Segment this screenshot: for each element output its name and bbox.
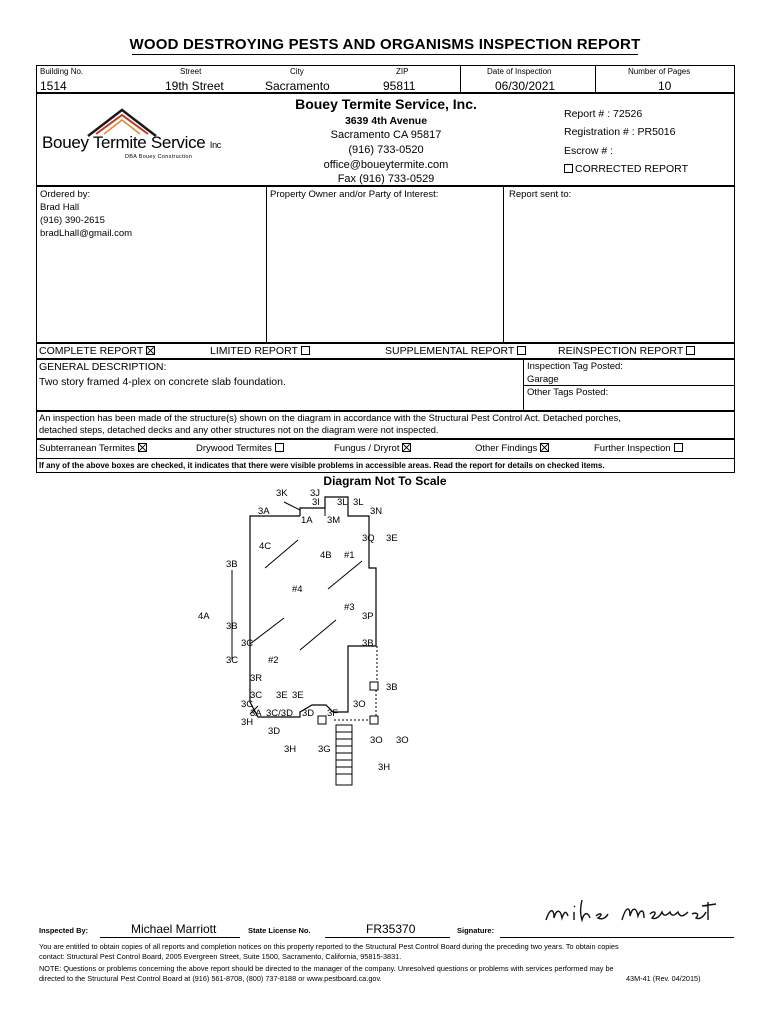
registration-number: Registration # : PR5016	[564, 126, 676, 138]
signature-label: Signature:	[457, 926, 495, 935]
notice-line2: contact: Structural Pest Control Board, 2005 Evergreen Street, Suite 1500, Sacramento, California, 95815-3831.	[39, 952, 402, 961]
notice-line3: NOTE: Questions or problems concerning the above report should be directed to the manager of the company. Unresolved questions or problems with services performed may be	[39, 964, 614, 973]
diagram-label: #1	[344, 550, 355, 561]
other-findings-checkbox[interactable]	[540, 443, 549, 452]
ordered-email: bradLhall@gmail.com	[40, 228, 133, 239]
logo-text: Bouey Termite Service Inc	[42, 133, 222, 152]
drywood-item: Drywood Termites	[196, 443, 284, 454]
company-address2: Sacramento CA 95817	[330, 129, 442, 141]
diagram-label: 3L	[353, 497, 364, 508]
page-count: 10	[658, 79, 672, 93]
diagram-label: 3H	[241, 717, 254, 728]
inspector-name: Michael Marriott	[131, 922, 217, 936]
diagram-label: 3J	[310, 488, 321, 499]
diagram-label: 4A	[198, 611, 210, 622]
sent-to-label: Report sent to:	[509, 189, 572, 200]
diagram-label: 3B	[226, 559, 238, 570]
date-label: Date of Inspection	[487, 67, 552, 76]
other-findings-item: Other Findings	[475, 443, 549, 454]
further-inspection-item: Further Inspection	[594, 443, 683, 454]
company-address1: 3639 4th Avenue	[344, 115, 428, 127]
company-fax: Fax (916) 733-0529	[337, 173, 435, 185]
tag-label: Inspection Tag Posted:	[527, 361, 623, 372]
statement-line2: detached steps, detached decks and any other structures not on the diagram were not inspected.	[39, 425, 439, 435]
city: Sacramento	[265, 79, 330, 93]
signature-mark	[540, 894, 720, 934]
corrected-checkbox[interactable]	[564, 164, 573, 173]
parties-block	[36, 186, 735, 343]
other-tags-label: Other Tags Posted:	[527, 387, 609, 398]
corrected-report: CORRECTED REPORT	[564, 163, 688, 175]
report-number: Report # : 72526	[564, 108, 643, 120]
diagram-label: #4	[292, 584, 303, 595]
diagram-label: 3D	[302, 708, 315, 719]
diagram-label: 3N	[370, 506, 383, 517]
supplemental-checkbox[interactable]	[517, 346, 526, 355]
findings-note: If any of the above boxes are checked, it indicates that there were visible problems in accessible areas. Read the report for details on checked items.	[39, 461, 605, 470]
statement-line1: An inspection has been made of the structure(s) shown on the diagram in accordance with the Structural Pest Control Act. Detached porches,	[39, 413, 621, 423]
tag-value: Garage	[527, 374, 559, 385]
notice-line1: You are entitled to obtain copies of all reports and completion notices on this property reported to the Structural Pest Control Board during the preceding two years. To obtain copies	[39, 942, 619, 951]
company-email: office@boueytermite.com	[323, 159, 449, 171]
diagram-label: 3I	[312, 497, 320, 508]
diagram-label: 3C/3D	[266, 708, 293, 719]
fungus-item: Fungus / Dryrot	[334, 443, 411, 454]
ordered-by-label: Ordered by:	[40, 189, 91, 200]
license-label: State License No.	[248, 926, 311, 935]
diagram-label: 3H	[378, 762, 391, 773]
diagram-label: 3B	[226, 621, 238, 632]
diagram-label: 3M	[327, 515, 341, 526]
supplemental-report: SUPPLEMENTAL REPORT	[385, 345, 526, 357]
diagram-label: 1A	[301, 515, 313, 526]
subterranean-checkbox[interactable]	[138, 443, 147, 452]
reinspection-checkbox[interactable]	[686, 346, 695, 355]
diagram-label: 3O	[370, 735, 383, 746]
diagram-label: 3E	[386, 533, 398, 544]
diagram-label: 3F	[327, 708, 339, 719]
inspection-date: 06/30/2021	[495, 79, 556, 93]
diagram-label: #3	[344, 602, 355, 613]
diagram-label: #2	[268, 655, 279, 666]
complete-checkbox[interactable]	[146, 346, 155, 355]
diagram-label: 3H	[284, 744, 297, 755]
building-no: 1514	[40, 79, 67, 93]
diagram-label: 3Q	[362, 533, 375, 544]
diagram-label: 3O	[353, 699, 366, 710]
further-checkbox[interactable]	[674, 443, 683, 452]
diagram-label: 3C	[241, 638, 254, 649]
diagram-label: 4B	[320, 550, 332, 561]
title-underline	[132, 54, 638, 55]
diagram-label: 3E	[292, 690, 304, 701]
zip: 95811	[383, 79, 416, 93]
ordered-phone: (916) 390-2615	[40, 215, 105, 226]
drywood-checkbox[interactable]	[275, 443, 284, 452]
notice-line4: directed to the Structural Pest Control Board at (916) 561-8708, (800) 737-8188 or www.pestboard.ca.gov.	[39, 974, 382, 983]
diagram-label: 4C	[259, 541, 272, 552]
general-text: Two story framed 4-plex on concrete slab foundation.	[39, 376, 286, 388]
license-number: FR35370	[366, 922, 416, 936]
pages-label: Number of Pages	[628, 67, 691, 76]
diagram-label: 3B	[386, 682, 398, 693]
diagram-label: 3C	[241, 699, 254, 710]
diagram-label: 3R	[250, 673, 263, 684]
form-number: 43M-41 (Rev. 04/2015)	[626, 974, 701, 983]
street: 19th Street	[165, 79, 224, 93]
diagram-label: 3B	[362, 638, 374, 649]
diagram-label: 3C	[226, 655, 239, 666]
zip-label: ZIP	[396, 67, 409, 76]
general-label: GENERAL DESCRIPTION:	[39, 361, 167, 373]
escrow-number: Escrow # :	[564, 145, 614, 157]
diagram-label: 3G	[318, 744, 331, 755]
diagram-label: 3K	[276, 488, 288, 499]
logo-subtitle: DBA Bouey Construction	[125, 154, 193, 160]
ordered-name: Brad Hall	[40, 202, 80, 213]
company-name: Bouey Termite Service, Inc.	[295, 96, 477, 112]
city-label: City	[290, 67, 304, 76]
company-phone: (916) 733-0520	[348, 144, 424, 156]
subterranean-item: Subterranean Termites	[39, 443, 147, 454]
report-title: WOOD DESTROYING PESTS AND ORGANISMS INSPECTION REPORT	[129, 36, 641, 53]
diagram-label: 3L	[337, 497, 348, 508]
reinspection-report: REINSPECTION REPORT	[558, 345, 695, 357]
diagram-label: 3C	[250, 690, 263, 701]
diagram-label: 3A	[258, 506, 270, 517]
diagram-label: 3O	[396, 735, 409, 746]
fungus-checkbox[interactable]	[402, 443, 411, 452]
street-label: Street	[180, 67, 202, 76]
limited-checkbox[interactable]	[301, 346, 310, 355]
diagram-label: 3E	[276, 690, 288, 701]
building-no-label: Building No.	[40, 67, 84, 76]
owner-label: Property Owner and/or Party of Interest:	[270, 189, 439, 200]
diagram-label: 3D	[268, 726, 281, 737]
inspected-by-label: Inspected By:	[39, 926, 89, 935]
limited-report: LIMITED REPORT	[210, 345, 310, 357]
diagram-title: Diagram Not To Scale	[323, 474, 447, 488]
diagram-label: 3A	[250, 708, 262, 719]
diagram-label: 3P	[362, 611, 374, 622]
complete-report: COMPLETE REPORT	[39, 345, 155, 357]
